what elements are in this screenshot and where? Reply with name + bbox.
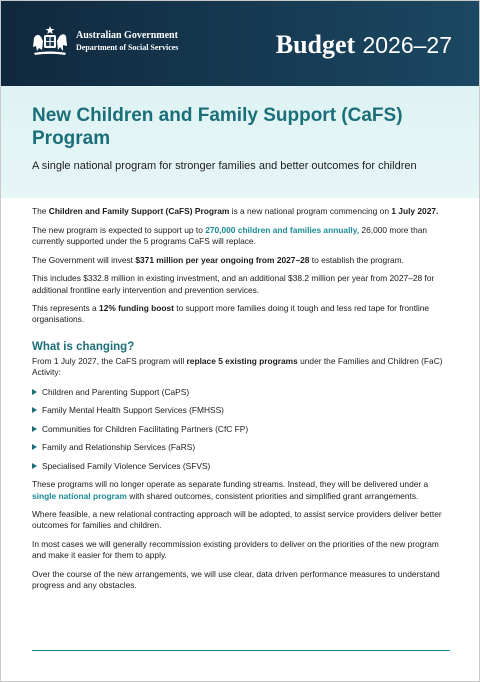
document-body [32,206,450,591]
page-title: New Children and Family Support (CaFS) Program [32,105,403,149]
list-item: Family Mental Health Support Services (FMHSS) [32,405,450,416]
budget-year: 2026–27 [362,32,452,58]
families-highlight: 270,000 children and families annually, [205,224,360,235]
bullet-triangle-icon [32,389,37,395]
replaced-programs-list [32,387,450,472]
changing-lead: From 1 July 2027, the CaFS program will replace 5 existing programs under the Families and Children (FaC) Activity: [32,355,443,377]
bullet-triangle-icon [32,463,37,469]
changing-paragraph-1: These programs will no longer operate as separate funding streams. Instead, they will be delivered under a single national program with shared outcomes, consistent priorities and simplified grant arrangements. [32,479,429,501]
changing-paragraph-3: In most cases we will generally recommission existing providers to deliver on the priorities of the new program and make it easier for them to apply. [32,539,439,561]
list-item: Communities for Children Facilitating Partners (CfC FP) [32,424,450,435]
list-item: Children and Parenting Support (CaPS) [32,387,450,398]
list-item: Family and Relationship Services (FaRS) [32,442,450,453]
footer-divider [32,650,450,651]
changing-paragraph-4: Over the course of the new arrangements, we will use clear, data driven performance measures to understand progress and any obstacles. [32,569,440,591]
changing-paragraph-2: Where feasible, a new relational contracting approach will be adopted, to assist service providers deliver better outcomes for families and children. [32,509,442,531]
intro-paragraph-4: This includes $332.8 million in existing investment, and an additional $38.2 million per year from 2027–28 for additional frontline early intervention and prevention services. [32,273,435,295]
department-name: Department of Social Services [76,43,179,52]
bullet-triangle-icon [32,444,37,450]
start-date: 1 July 2027. [391,206,439,216]
bullet-triangle-icon [32,407,37,413]
list-item: Specialised Family Violence Services (SFVS) [32,461,450,472]
funding-boost: 12% funding boost [99,303,174,314]
coat-of-arms-icon [30,24,70,58]
section-heading-changing: What is changing? [32,340,135,353]
intro-paragraph-5: This represents a 12% funding boost to support more families doing it tough and less red tape for frontline organisations. [32,303,430,325]
budget-label [276,30,452,59]
intro-paragraph-1: The Children and Family Support (CaFS) Program is a new national program commencing on 1 July 2027. [32,206,439,216]
single-program-highlight: single national program [32,490,127,501]
page-subtitle: A single national program for stronger families and better outcomes for children [32,160,417,172]
government-name: Australian Government [76,30,178,41]
budget-word: Budget [275,30,356,59]
header-banner [0,0,480,86]
investment-amount: $371 million per year ongoing from 2027–28 [135,254,310,265]
replace-programs-emphasis: replace 5 existing programs [186,355,298,366]
bullet-triangle-icon [32,426,37,432]
intro-paragraph-3: The Government will invest $371 million per year ongoing from 2027–28 to establish the program. [32,254,404,265]
intro-paragraph-2: The new program is expected to support up to 270,000 children and families annually, 26,000 more than currently supported under the 5 programs CaFS will replace. [32,224,428,246]
government-identity [76,30,178,53]
program-name: Children and Family Support (CaFS) Program [48,206,230,216]
